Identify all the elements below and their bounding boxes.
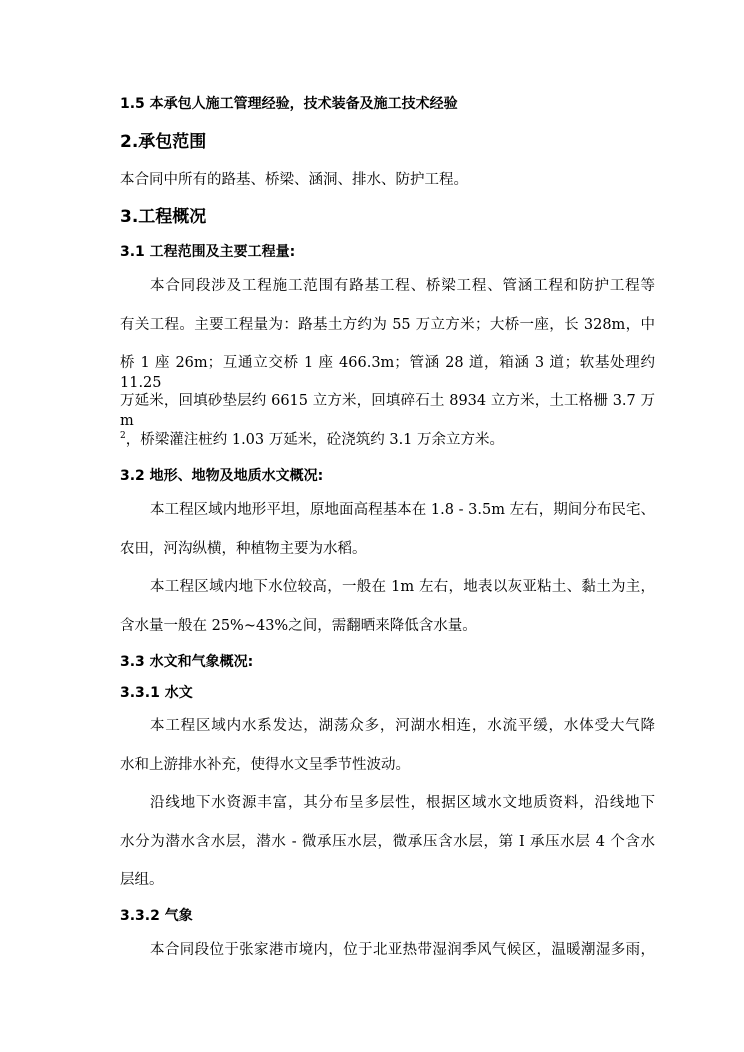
- heading-3-1: 3.1 工程范围及主要工程量:: [120, 244, 296, 260]
- paragraph-3-1-line-5: [120, 430, 504, 450]
- heading-3-3-2: 3.3.2 气象: [120, 908, 193, 924]
- paragraph-3-3-1-b-line-3: 层组。: [120, 872, 164, 888]
- heading-1-5: 1.5 本承包人施工管理经验，技术装备及施工技术经验: [120, 96, 458, 112]
- paragraph-3-3-1-a-line-2: 水和上游排水补充，使得水文呈季节性波动。: [120, 757, 410, 773]
- paragraph-3-1-line-1: 本合同段涉及工程施工范围有路基工程、桥梁工程、管涵工程和防护工程等: [150, 278, 655, 294]
- paragraph-3-1-line-4: 万延米，回填砂垫层约 6615 立方米，回填碎石土 8934 立方米，土工格栅 3.7 万 m: [120, 393, 655, 429]
- paragraph-3-3-2-line-1: 本合同段位于张家港市境内，位于北亚热带湿润季风气候区，温暖潮湿多雨，: [150, 942, 655, 958]
- paragraph-3-3-1-b-line-2: 水分为潜水含水层，潜水 - 微承压水层，微承压含水层，第 I 承压水层 4 个含水: [120, 834, 655, 850]
- paragraph-3-1-line-3: 桥 1 座 26m；互通立交桥 1 座 466.3m；管涵 28 道，箱涵 3 道；软基处理约 11.25: [120, 355, 655, 391]
- heading-3-3-1: 3.3.1 水文: [120, 685, 193, 701]
- heading-3: 3.工程概况: [120, 207, 207, 227]
- paragraph-3-3-1-a-line-1: 本工程区域内水系发达，湖荡众多，河湖水相连，水流平缓，水体受大气降: [150, 718, 655, 734]
- heading-3-3: 3.3 水文和气象概况:: [120, 654, 254, 670]
- superscript-2: 2: [120, 431, 126, 442]
- paragraph-3-2-b-line-2: 含水量一般在 25%~43%之间，需翻晒来降低含水量。: [120, 618, 477, 634]
- paragraph-3-1-line-2: 有关工程。主要工程量为：路基土方约为 55 万立方米；大桥一座，长 328m，中: [120, 317, 655, 333]
- paragraph-2: 本合同中所有的路基、桥梁、涵洞、排水、防护工程。: [120, 172, 468, 188]
- heading-2: 2.承包范围: [120, 132, 207, 152]
- paragraph-3-2-b-line-1: 本工程区域内地下水位较高，一般在 1m 左右，地表以灰亚粘土、黏土为主，: [150, 579, 655, 595]
- heading-3-2: 3.2 地形、地物及地质水文概况:: [120, 468, 324, 484]
- paragraph-3-2-a-line-2: 农田，河沟纵横，种植物主要为水稻。: [120, 541, 367, 557]
- paragraph-3-1-line-5-text: ，桥梁灌注桩约 1.03 万延米，砼浇筑约 3.1 万余立方米。: [125, 432, 505, 448]
- paragraph-3-3-1-b-line-1: 沿线地下水资源丰富，其分布呈多层性，根据区域水文地质资料，沿线地下: [150, 795, 655, 811]
- paragraph-3-2-a-line-1: 本工程区域内地形平坦，原地面高程基本在 1.8 - 3.5m 左右，期间分布民宅、: [150, 502, 655, 518]
